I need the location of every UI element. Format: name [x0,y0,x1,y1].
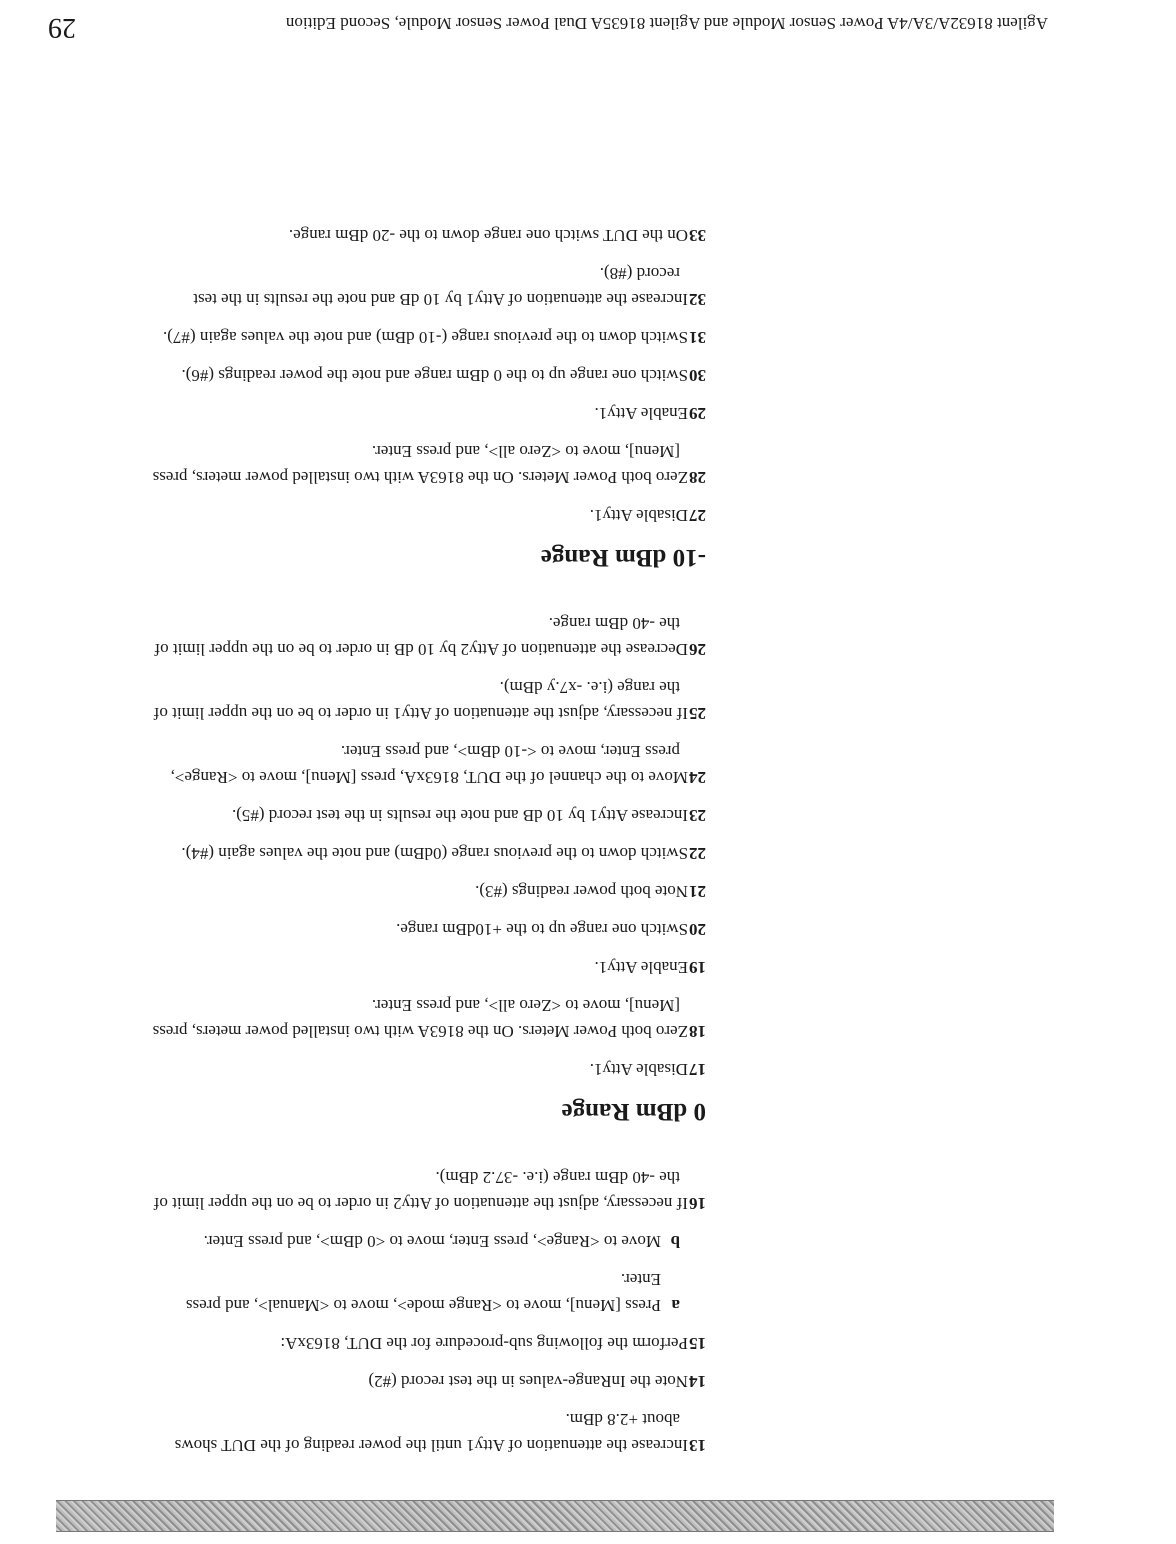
step-text-line: Enable Atty1. [594,404,688,423]
step-number: 32 [689,290,706,309]
step-text-line: record (#8). [599,264,680,283]
step-number: 18 [689,1022,706,1041]
substep-letter: a [671,1296,680,1315]
step-text-line: Increase Atty1 by 10 dB and note the results in the test record (#5). [231,806,688,825]
procedure-step [76,954,706,980]
step-text-line: If necessary, adjust the attenuation of Atty2 in order to be on the upper limit of [153,1194,688,1213]
step-text-line: Switch down to the previous range (-10 dBm) and note the values again (#7). [163,328,688,347]
procedure-step [76,1406,706,1458]
step-text-line: [Menu], move to <Zero all>, and press Enter. [371,442,680,461]
step-text-line: the range (i.e. -x7.y dBm). [499,678,680,697]
procedure-step [76,1056,706,1082]
procedure-step [76,260,706,312]
step-text-line: Switch one range up to the 0 dBm range and note the power readings (#6). [181,366,688,385]
step-number: 14 [689,1372,706,1391]
procedure-step [76,992,706,1044]
step-text-line: Note both power readings (#3). [475,882,688,901]
procedure-step [76,738,706,790]
step-number: 27 [689,506,706,525]
step-number: 23 [689,806,706,825]
step-number: 16 [689,1194,706,1213]
substeps-15 [76,1216,706,1318]
procedure-substep [76,1228,706,1254]
step-text-line: Increase the attenuation of Atty1 by 10 dB and note the results in the test [193,290,688,309]
procedure-step [76,502,706,528]
steps-27-33 [76,210,706,528]
step-number: 29 [689,404,706,423]
procedure-step [76,324,706,350]
running-title: Agilent 81632A/3A/4A Power Sensor Module and Agilent 81635A Dual Power Sensor Module, Second Edition [285,14,1048,33]
step-number: 33 [689,226,706,245]
step-text-line: If necessary, adjust the attenuation of Atty1 in order to be on the upper limit of [153,704,688,723]
step-number: 22 [689,844,706,863]
step-text-line: Disable Atty1. [589,1060,688,1079]
procedure-step [76,400,706,426]
procedure-content [76,210,706,1458]
section-heading-minus10dbm: -10 dBm Range [540,544,706,571]
step-text-line: Zero both Power Meters. On the 8163A with two installed power meters, press [152,468,688,487]
substep-text-line: Enter. [620,1270,661,1289]
step-text-line: Move to the channel of the DUT, 8163xA, press [Menu], move to <Range>, [170,768,688,787]
step-text-line: Note the InRange-values in the test record (#2) [368,1372,688,1391]
step-number: 28 [689,468,706,487]
step-number: 25 [689,704,706,723]
step-text-line: Perform the following sub-procedure for the DUT, 8163xA: [280,1334,688,1353]
steps-17-26 [76,598,706,1082]
step-text-line: press Enter, move to <-10 dBm>, and press Enter. [340,742,680,761]
step-number: 17 [689,1060,706,1079]
step-text-line: On the DUT switch one range down to the -20 dBm range. [288,226,688,245]
procedure-step [76,840,706,866]
running-header [48,8,1048,43]
step-text-line: Zero both Power Meters. On the 8163A with two installed power meters, press [152,1022,688,1041]
step-text-line: Increase the attenuation of Atty1 until the power reading of the DUT shows [174,1436,688,1455]
steps-13-15 [76,1318,706,1458]
step-number: 13 [689,1436,706,1455]
section-heading-0dbm: 0 dBm Range [561,1098,706,1125]
procedure-step [76,878,706,904]
procedure-step [76,438,706,490]
substep-text-line: Move to <Range>, press Enter, move to <0 dBm>, and press Enter. [203,1232,661,1251]
step-number: 30 [689,366,706,385]
substep-letter: b [670,1232,680,1251]
procedure-step [76,916,706,942]
step-number: 19 [689,958,706,977]
step-text-line: about +2.8 dBm. [565,1410,680,1429]
step-text-line: Switch down to the previous range (0dBm) and note the values again (#4). [181,844,688,863]
step-text-line: [Menu], move to <Zero all>, and press Enter. [371,996,680,1015]
step-text-line: Switch one range up to the +10dBm range. [396,920,688,939]
footer-hatched-bar [56,1500,1054,1532]
step-text-line: Enable Atty1. [594,958,688,977]
step-number: 20 [689,920,706,939]
step-number: 24 [689,768,706,787]
step-number: 26 [689,640,706,659]
step-text-line: Disable Atty1. [589,506,688,525]
step-text-line: the -40 dBm range (i.e. -37.2 dBm). [435,1168,680,1187]
procedure-substep [76,1266,706,1318]
procedure-step [76,1164,706,1216]
step-text-line: the -40 dBm range. [548,614,680,633]
procedure-step [76,802,706,828]
procedure-step [76,222,706,248]
substep-text-line: Press [Menu], move to <Range mode>, move to <Manual>, and press [185,1296,661,1315]
procedure-step [76,362,706,388]
step-text-line: Decrease the attenuation of Atty2 by 10 dB in order to be on the upper limit of [154,640,688,659]
steps-16 [76,1152,706,1216]
procedure-step [76,674,706,726]
procedure-step [76,1368,706,1394]
step-number: 21 [689,882,706,901]
step-number: 15 [689,1334,706,1353]
step-number: 31 [689,328,706,347]
page-number: 29 [48,12,76,43]
procedure-step [76,1330,706,1356]
procedure-step [76,610,706,662]
